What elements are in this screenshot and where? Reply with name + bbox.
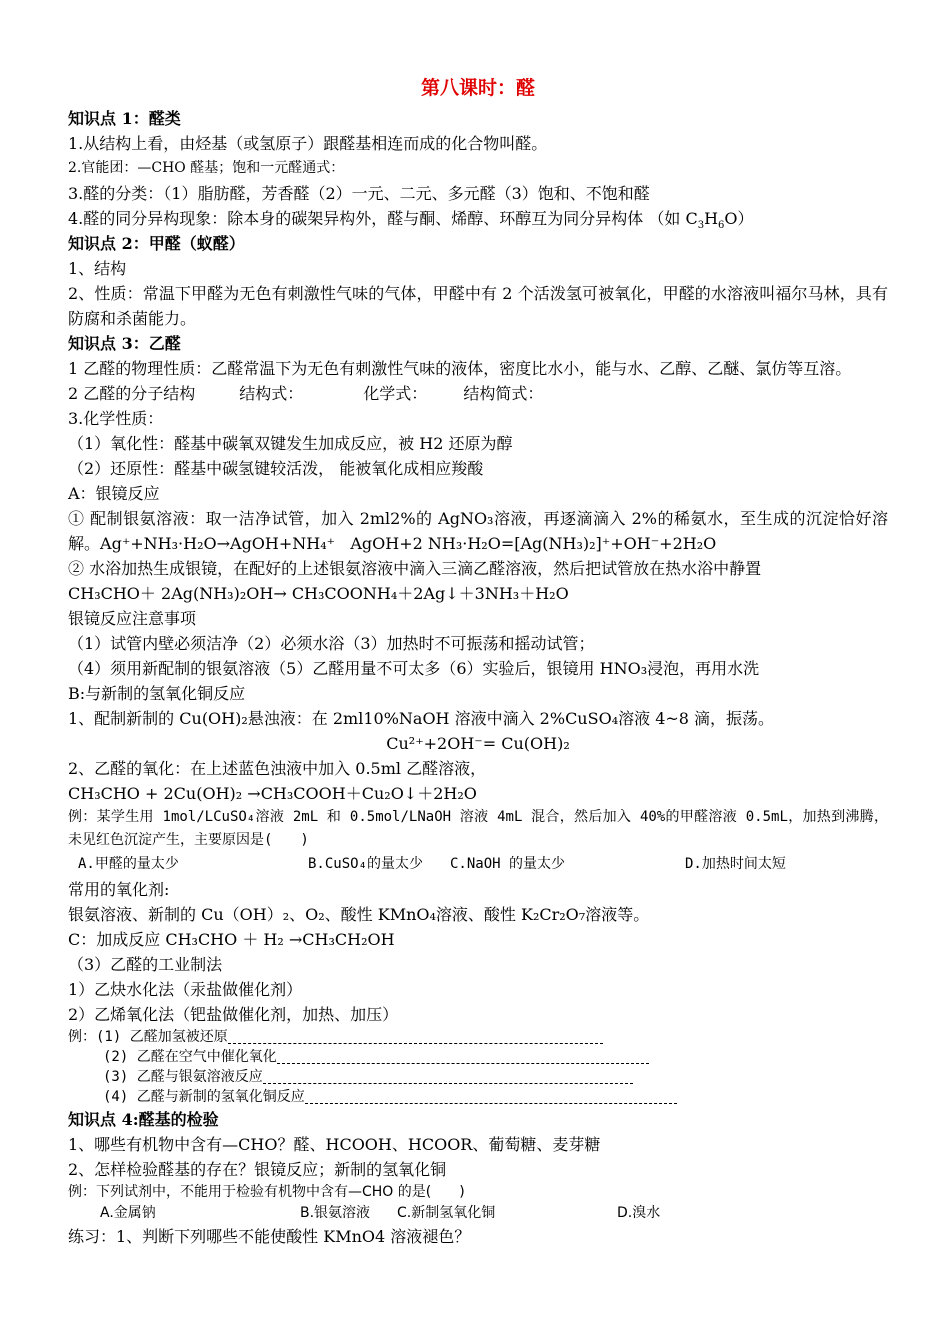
kp3-copper-equation: Cu²⁺+2OH⁻= Cu(OH)₂: [386, 734, 570, 753]
answer-blank-3: [263, 1071, 633, 1084]
kp4-option-c: C.新制氢氧化铜: [397, 1205, 496, 1221]
kp3-copper-heading: B:与新制的氢氧化铜反应: [68, 684, 246, 703]
kp2-heading: 知识点 2：甲醛（蚁醛）: [68, 234, 245, 253]
kp3-physical-properties: 1 乙醛的物理性质：乙醛常温下为无色有刺激性气味的液体，密度比水小，能与水、乙醇、乙醚、氯仿等互溶。: [68, 359, 852, 378]
answer-blank-2: [277, 1051, 649, 1064]
kp1-sub-3: 3: [697, 220, 705, 232]
kp4-option-b: B.银氨溶液: [300, 1205, 371, 1221]
kp3-example-1-options: [68, 852, 888, 877]
kp3-example-2-item-3: [68, 1067, 888, 1087]
kp3-oxidation-equation: CH₃CHO + 2Cu(OH)₂ →CH₃COOH＋Cu₂O↓＋2H₂O: [68, 784, 477, 803]
kp3-water-bath: ② 水浴加热生成银镜，在配好的上述银氨溶液中滴入三滴乙醛溶液，然后把试管放在热水浴中静置: [68, 559, 762, 578]
kp3-reducing: （2）还原性：醛基中碳氢键较活泼， 能被氧化成相应羧酸: [68, 459, 484, 478]
option-b: B.CuSO₄的量太少: [308, 856, 424, 872]
kp4-practice: 练习：1、判断下列哪些不能使酸性 KMnO4 溶液褪色？: [68, 1227, 471, 1246]
option-c: C.NaOH 的量太少: [450, 856, 566, 872]
kp2-line-2: 2、性质：常温下甲醛为无色有刺激性气味的气体，甲醛中有 2 个活泼氢可被氧化，甲醛的水溶液叫福尔马林，具有防腐和杀菌能力。: [68, 284, 888, 328]
kp3-chemical-formula-label: 化学式：: [363, 384, 428, 403]
kp3-notes-1: （1）试管内壁必须洁净（2）必须水浴（3）加热时不可振荡和摇动试管；: [68, 634, 595, 653]
kp1-o: O）: [724, 209, 754, 228]
answer-blank-1: [228, 1031, 603, 1044]
kp3-example-1: 例：某学生用 1mol/LCuSO₄溶液 2mL 和 0.5mol/LNaOH 溶液 4mL 混合，然后加入 40%的甲醛溶液 0.5mL，加热到沸腾，未见红色沉淀产生，主要原因是( ): [68, 809, 888, 848]
kp4-option-d: D.溴水: [617, 1205, 661, 1221]
kp3-example-2-item-4: [68, 1087, 888, 1107]
kp1-line-2: 2.官能团：—CHO 醛基；饱和一元醛通式：: [68, 160, 345, 176]
kp1-line-4-text: 4.醛的同分异构现象：除本身的碳架异构外，醛与酮、烯醇、环醇互为同分异构体 （如 C: [68, 209, 698, 228]
kp1-line-3: 3.醛的分类：（1）脂肪醛，芳香醛（2）一元、二元、多元醛（3）饱和、不饱和醛: [68, 184, 650, 203]
kp3-eq-1: Ag⁺+NH₃·H₂O→AgOH+NH₄⁺: [100, 534, 336, 553]
ex2-item-1-text: 例：(1) 乙醛加氢被还原: [68, 1029, 228, 1045]
kp3-structural-formula-label: 结构式：: [239, 384, 304, 403]
option-d: D.加热时间太短: [685, 856, 786, 872]
kp3-heading: 知识点 3：乙醛: [68, 334, 181, 353]
answer-blank-4: [305, 1091, 677, 1104]
document-page: [68, 74, 888, 1249]
kp3-example-2-item-1: [68, 1027, 888, 1047]
kp3-silver-ammonia-prep: [68, 506, 888, 556]
kp3-chem-props: 3.化学性质：: [68, 409, 164, 428]
ex2-item-3-text: (3) 乙醛与银氨溶液反应: [103, 1069, 263, 1085]
page-title: 第八课时：醛: [420, 77, 535, 99]
kp3-notes-heading: 银镜反应注意事项: [68, 609, 197, 628]
kp1-sub-6: 6: [718, 220, 725, 232]
kp3-acetaldehyde-oxidation: 2、乙醛的氧化：在上述蓝色浊液中加入 0.5ml 乙醛溶液，: [68, 759, 487, 778]
ex2-item-4-text: (4) 乙醛与新制的氢氧化铜反应: [103, 1089, 305, 1105]
kp3-copper-prep: 1、配制新制的 Cu(OH)₂悬浊液：在 2ml10%NaOH 溶液中滴入 2%CuSO₄溶液 4~8 滴，振荡。: [68, 709, 775, 728]
kp3-addition-reaction: C：加成反应 CH₃CHO ＋ H₂ →CH₃CH₂OH: [68, 930, 395, 949]
kp3-silver-mirror-heading: A：银镜反应: [68, 484, 160, 503]
kp4-heading: 知识点 4:醛基的检验: [68, 1110, 219, 1129]
kp1-h: H: [704, 209, 719, 228]
kp4-line-1: 1、哪些有机物中含有—CHO？醛、HCOOH、HCOOR、葡萄糖、麦芽糖: [68, 1135, 601, 1154]
option-a: A.甲醛的量太少: [78, 856, 179, 872]
kp1-line-1: 1.从结构上看，由烃基（或氢原子）跟醛基相连而成的化合物叫醛。: [68, 134, 548, 153]
kp3-silver-mirror-equation: CH₃CHO＋ 2Ag(NH₃)₂OH→ CH₃COONH₄＋2Ag↓＋3NH₃＋H₂O: [68, 584, 569, 603]
kp3-molecular-structure: [68, 381, 888, 406]
kp1-heading: 知识点 1：醛类: [68, 109, 181, 128]
kp4-line-2: 2、怎样检验醛基的存在？银镜反应；新制的氢氧化铜: [68, 1160, 447, 1179]
kp4-example: 例：下列试剂中，不能用于检验有机物中含有—CHO 的是( ): [68, 1184, 465, 1200]
kp2-line-1: 1、结构: [68, 259, 127, 278]
kp3-industrial-2: 2）乙烯氧化法（钯盐做催化剂，加热、加压）: [68, 1005, 399, 1024]
kp3-oxidants-list: 银氨溶液、新制的 Cu（OH）₂、O₂、酸性 KMnO₄溶液、酸性 K₂Cr₂O₇溶液等。: [68, 905, 650, 924]
kp3-simplified-formula-label: 结构简式：: [463, 384, 544, 403]
kp3-prep-text: ① 配制银氨溶液：取一洁净试管，加入 2ml2%的 AgNO₃溶液，再逐滴滴入 2%的稀氨水，至生成的沉淀恰好溶解。: [68, 509, 888, 553]
kp3-oxidizing: （1）氧化性：醛基中碳氧双键发生加成反应，被 H2 还原为醇: [68, 434, 513, 453]
kp3-industrial-heading: （3）乙醛的工业制法: [68, 955, 223, 974]
kp1-line-4: [68, 206, 888, 231]
kp3-structure-label: 2 乙醛的分子结构: [68, 384, 196, 403]
kp3-notes-2: （4）须用新配制的银氨溶液（5）乙醛用量不可太多（6）实验后，银镜用 HNO₃浸泡，再用水洗: [68, 659, 760, 678]
kp3-oxidants-heading: 常用的氧化剂:: [68, 880, 170, 899]
kp3-industrial-1: 1）乙炔水化法（汞盐做催化剂）: [68, 980, 303, 999]
kp4-option-a: A.金属钠: [100, 1205, 156, 1221]
kp3-example-2-item-2: [68, 1047, 888, 1067]
kp3-eq-2: AgOH+2 NH₃·H₂O=[Ag(NH₃)₂]⁺+OH⁻+2H₂O: [350, 534, 717, 553]
ex2-item-2-text: (2) 乙醛在空气中催化氧化: [103, 1049, 277, 1065]
kp4-example-options: [68, 1203, 888, 1224]
